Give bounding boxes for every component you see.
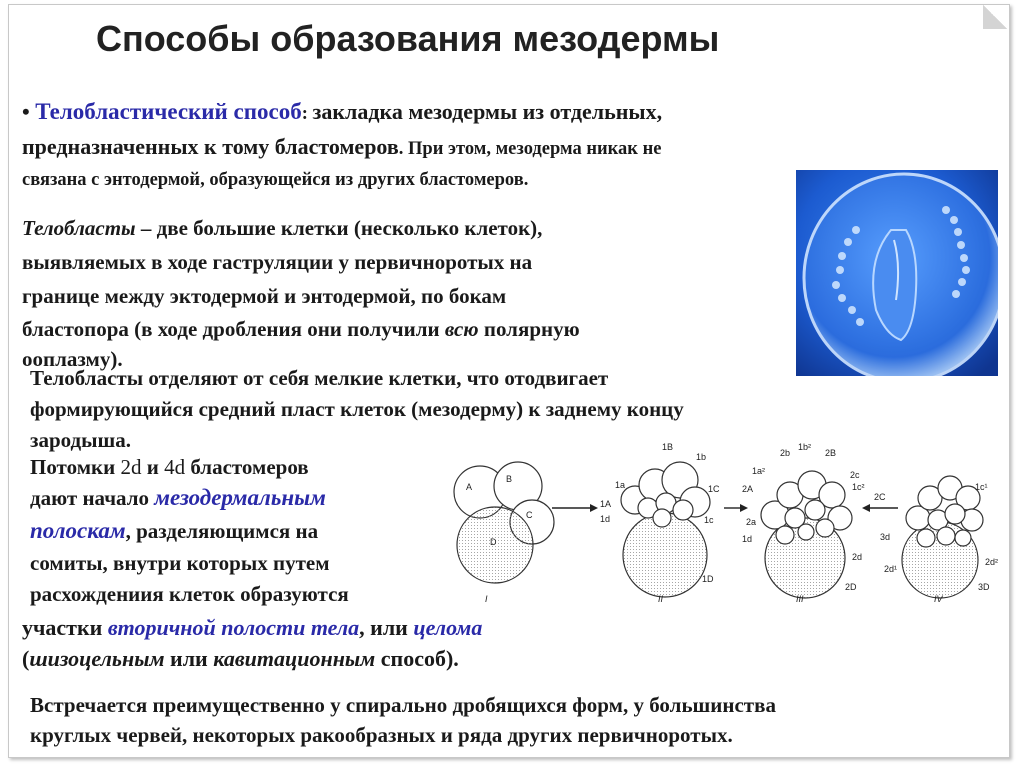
p4-l7c: способ).: [375, 646, 459, 671]
stage-iii: [761, 471, 852, 598]
microscope-photo: [796, 170, 998, 376]
stage-num-iv: IV: [934, 594, 943, 604]
p1-text-b: предназначенных к тому бластомеров: [22, 134, 399, 159]
p2-line-5: ооплазму).: [22, 347, 123, 371]
p4-l7a: (: [22, 646, 30, 671]
label-2c-cap: 2C: [874, 492, 886, 502]
arrow-2-head: [740, 504, 748, 512]
stage-num-iii: III: [796, 594, 804, 604]
p2-line-4: [22, 313, 580, 345]
label-2d1: 2d¹: [884, 564, 898, 574]
p1-line-2: [22, 131, 661, 165]
p2-line-2: выявляемых в ходе гаструляции у первичноротых на: [22, 250, 533, 274]
label-3d: 3d: [880, 532, 891, 542]
label-2d-cap: 2D: [845, 582, 857, 592]
p4-l3b: , разделяющимся на: [125, 519, 319, 543]
p2-l4-em: всю: [444, 317, 479, 341]
label-1c2: 1c²: [852, 482, 865, 492]
p4-l6b: , или: [359, 615, 414, 640]
p4-l6-em2: целома: [413, 615, 483, 640]
p2-line-1: [22, 212, 542, 244]
label-1b2: 1b²: [798, 442, 812, 452]
label-2a: 2a: [746, 517, 757, 527]
p4-l7-em1: шизоцельным: [29, 646, 165, 671]
p4-l1a: Потомки: [30, 455, 121, 479]
label-1c-cap: 1C: [708, 484, 720, 494]
p4-4d: 4d: [164, 455, 186, 479]
p1-line-3: связана с энтодермой, образующейся из других бластомеров.: [22, 170, 529, 190]
p1-text-c: . При этом, мезодерма никак не: [398, 139, 662, 159]
label-1d-cap: 1D: [702, 574, 714, 584]
p4-line-2: [30, 482, 326, 514]
p4-l1b: и: [141, 455, 165, 479]
p4-l2a: дают начало: [30, 486, 155, 510]
label-1a-cap: 1A: [600, 499, 612, 509]
label-b: B: [506, 474, 513, 484]
label-2d2: 2d²: [985, 557, 999, 567]
p3-line-1: Телобласты отделяют от себя мелкие клетки, что отодвигает: [30, 366, 609, 390]
p4-line-1: [30, 451, 309, 483]
p4-l3-em: полоскам: [30, 518, 126, 543]
p4-line-4: сомиты, внутри которых путем: [30, 551, 330, 575]
arrow-3-head: [862, 504, 870, 512]
label-2c: 2c: [850, 470, 860, 480]
cleavage-diagram: [440, 440, 1020, 615]
p4-l7-em2: кавитационным: [213, 646, 376, 671]
p4-line-5: расхождениия клеток образуются: [30, 582, 349, 606]
p2-line-3: границе между эктодермой и энтодермой, по бокам: [22, 284, 507, 308]
p4-line-3: [30, 515, 318, 547]
stage-num-ii: II: [658, 594, 664, 604]
label-a: A: [466, 482, 473, 492]
label-1b: 1b: [696, 452, 707, 462]
p5-line-1: Встречается преимущественно у спирально дробящихся форм, у большинства: [30, 693, 776, 717]
label-2a-cap: 2A: [742, 484, 754, 494]
p4-l2-em: мезодермальным: [154, 485, 326, 510]
p4-l6-em1: вторичной полости тела: [107, 615, 360, 640]
label-1b-cap: 1B: [662, 442, 674, 452]
p4-line-6: [22, 612, 482, 644]
p2-term: Телобласты: [22, 216, 136, 240]
stage-iv: [902, 476, 983, 598]
label-d: D: [490, 537, 497, 547]
p2-l1: – две большие клетки (несколько клеток),: [135, 216, 543, 240]
label-1a-ii: 1a: [615, 480, 626, 490]
p3-line-3: зародыша.: [30, 428, 132, 452]
p5-line-2: круглых червей, некоторых ракообразных и ряда других первичноротых.: [30, 723, 733, 747]
p1-line-1: [22, 96, 662, 130]
label-2b-cap: 2B: [825, 448, 837, 458]
p1-text-a: закладка мезодермы из отдельных,: [312, 99, 663, 124]
label-1d-iii: 1d: [742, 534, 753, 544]
label-2b: 2b: [780, 448, 791, 458]
arrow-1-head: [590, 504, 598, 512]
p3-line-2: формирующийся средний пласт клеток (мезодерму) к заднему концу: [30, 397, 684, 421]
p4-2d: 2d: [120, 455, 142, 479]
p4-line-7: [22, 643, 459, 675]
p2-l4b: полярную: [478, 317, 580, 341]
slide-title: Способы образования мезодермы: [96, 18, 720, 59]
p4-l7b: или: [164, 646, 214, 671]
p2-l4a: бластопора (в ходе дробления они получили: [22, 317, 445, 341]
page-curl-corner: [983, 5, 1007, 29]
label-1d: 1d: [600, 514, 611, 524]
label-3d-cap: 3D: [978, 582, 990, 592]
p1-term: Телобластический способ: [35, 99, 302, 124]
bullet: •: [22, 99, 30, 124]
label-1c: 1c: [704, 515, 714, 525]
label-c: C: [526, 510, 533, 520]
stage-num-i: I: [485, 594, 488, 604]
label-1a2: 1a²: [752, 466, 766, 476]
p4-l1c: бластомеров: [185, 455, 309, 479]
p4-l6a: участки: [22, 615, 108, 640]
p1-colon: :: [301, 104, 313, 124]
stage-ii: [621, 462, 710, 597]
label-1c1: 1c¹: [975, 482, 988, 492]
stage-i: [454, 462, 554, 583]
label-2d: 2d: [852, 552, 863, 562]
